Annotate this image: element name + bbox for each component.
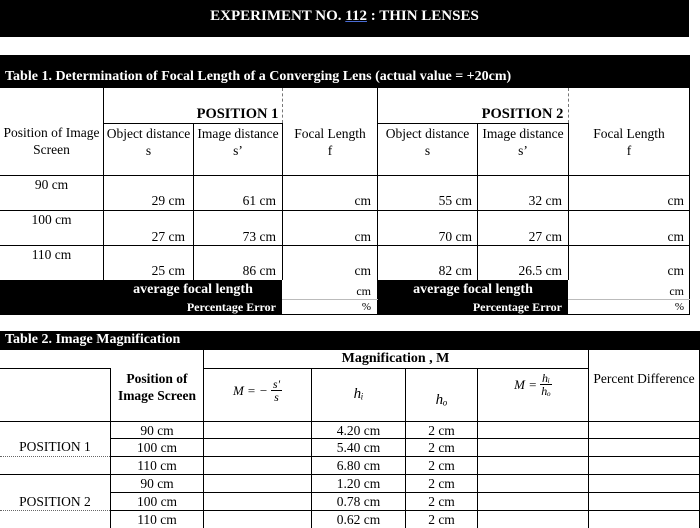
object-distance-label: Object distance <box>106 126 191 141</box>
formula2-numerator: hᵢ <box>541 371 550 385</box>
t1-header-image2 <box>478 125 568 159</box>
t1-row2-f1: cm <box>354 229 371 244</box>
t1-row1-s2: 55 cm <box>438 193 472 208</box>
t1-row3-f1: cm <box>354 263 371 278</box>
t1-row2-s2: 70 cm <box>438 229 472 244</box>
formula1-numerator: s' <box>272 377 281 391</box>
t2-header-ho: hₒ <box>435 392 448 408</box>
t1-header-position1: POSITION 1 <box>196 106 279 122</box>
t1-row1-si2: 32 cm <box>528 193 562 208</box>
t1-header-position: Position of Image Screen <box>3 125 100 157</box>
t1-avg-label-1: average focal length <box>133 282 253 297</box>
t1-header-object2 <box>378 125 477 159</box>
focal-length-label: Focal Length <box>294 126 366 141</box>
t2-row6-position: 110 cm <box>137 512 177 527</box>
t1-pe-label-2: Percentage Error <box>472 300 562 314</box>
t1-row1-s1: 29 cm <box>151 193 185 208</box>
focal-symbol: f <box>626 143 632 158</box>
image-symbol: s’ <box>233 143 243 158</box>
object-symbol: s <box>424 143 431 158</box>
t1-row1-position: 90 cm <box>34 177 69 192</box>
focal-length-label: Focal Length <box>593 126 665 141</box>
formula1-lhs: M = − <box>232 382 268 398</box>
t1-row3-si1: 86 cm <box>242 263 276 278</box>
t2-row3-ho: 2 cm <box>428 458 455 473</box>
image-distance-label: Image distance <box>482 126 564 141</box>
formula1-denominator: s <box>274 390 279 404</box>
t2-row5-ho: 2 cm <box>428 494 455 509</box>
image-distance-label: Image distance <box>197 126 279 141</box>
t2-formula-height <box>478 372 588 397</box>
t1-row2-s1: 27 cm <box>151 229 185 244</box>
t2-row6-hi: 0.62 cm <box>336 512 381 527</box>
t1-row3-s1: 25 cm <box>151 263 185 278</box>
t2-row4-ho: 2 cm <box>428 476 455 491</box>
t1-avg-label-2: average focal length <box>413 282 533 297</box>
t1-row2-si2: 27 cm <box>528 229 562 244</box>
t1-avg-unit-2: cm <box>669 284 684 298</box>
image-symbol: s’ <box>518 143 528 158</box>
formula2-denominator: hₒ <box>541 384 551 398</box>
t1-header-image1 <box>194 125 282 159</box>
t2-row2-ho: 2 cm <box>428 440 455 455</box>
t2-row1-hi: 4.20 cm <box>336 423 381 438</box>
t2-row5-hi: 0.78 cm <box>336 494 381 509</box>
t2-row3-position: 110 cm <box>137 458 177 473</box>
t1-header-object1 <box>104 125 193 159</box>
t2-row6-ho: 2 cm <box>428 512 455 527</box>
t1-row2-f2: cm <box>667 229 684 244</box>
t2-row1-ho: 2 cm <box>428 423 455 438</box>
t1-row2-position: 100 cm <box>31 212 72 227</box>
t1-pe-label-1: Percentage Error <box>186 300 276 314</box>
t2-header-magnification: Magnification , M <box>341 351 450 366</box>
t1-row2-si1: 73 cm <box>242 229 276 244</box>
object-distance-label: Object distance <box>385 126 470 141</box>
t1-header-position2: POSITION 2 <box>481 106 564 122</box>
t2-row4-hi: 1.20 cm <box>336 476 381 491</box>
experiment-title <box>0 0 689 37</box>
formula2-lhs: M = <box>514 376 537 392</box>
t1-row1-f2: cm <box>667 193 684 208</box>
t1-row1-f1: cm <box>354 193 371 208</box>
title-prefix: EXPERIMENT NO. <box>210 8 346 24</box>
t2-group-position2: POSITION 2 <box>19 494 91 509</box>
focal-symbol: f <box>327 143 333 158</box>
t1-pe-unit-2: % <box>674 301 684 313</box>
t2-row5-position: 100 cm <box>136 494 178 509</box>
t1-row3-f2: cm <box>667 263 684 278</box>
t1-row1-si1: 61 cm <box>242 193 276 208</box>
t2-row1-position: 90 cm <box>140 423 174 438</box>
t2-group-position1: POSITION 1 <box>19 439 91 454</box>
t2-header-percent-diff: Percent Difference <box>593 371 695 386</box>
t2-row2-position: 100 cm <box>136 440 178 455</box>
t2-header-hi: hᵢ <box>353 386 364 402</box>
t2-formula-distance <box>204 378 311 403</box>
t1-row3-position: 110 cm <box>31 247 72 262</box>
experiment-number: 112 <box>345 8 367 24</box>
t2-row4-position: 90 cm <box>140 476 174 491</box>
table1-title: Table 1. Determination of Focal Length of a Converging Lens (actual value = +20cm) <box>0 55 690 88</box>
title-suffix: : THIN LENSES <box>366 8 479 24</box>
t1-row3-si2: 26.5 cm <box>518 263 562 278</box>
t2-row2-hi: 5.40 cm <box>336 440 381 455</box>
t1-header-focal2 <box>569 125 689 159</box>
t2-row3-hi: 6.80 cm <box>336 458 381 473</box>
t1-pe-unit-1: % <box>361 301 371 313</box>
table2-title: Table 2. Image Magnification <box>0 331 700 349</box>
t1-row3-s2: 82 cm <box>438 263 472 278</box>
t1-avg-unit-1: cm <box>356 284 371 298</box>
t1-header-focal1 <box>283 125 377 159</box>
t2-header-position: Position of Image Screen <box>117 371 197 403</box>
object-symbol: s <box>145 143 152 158</box>
